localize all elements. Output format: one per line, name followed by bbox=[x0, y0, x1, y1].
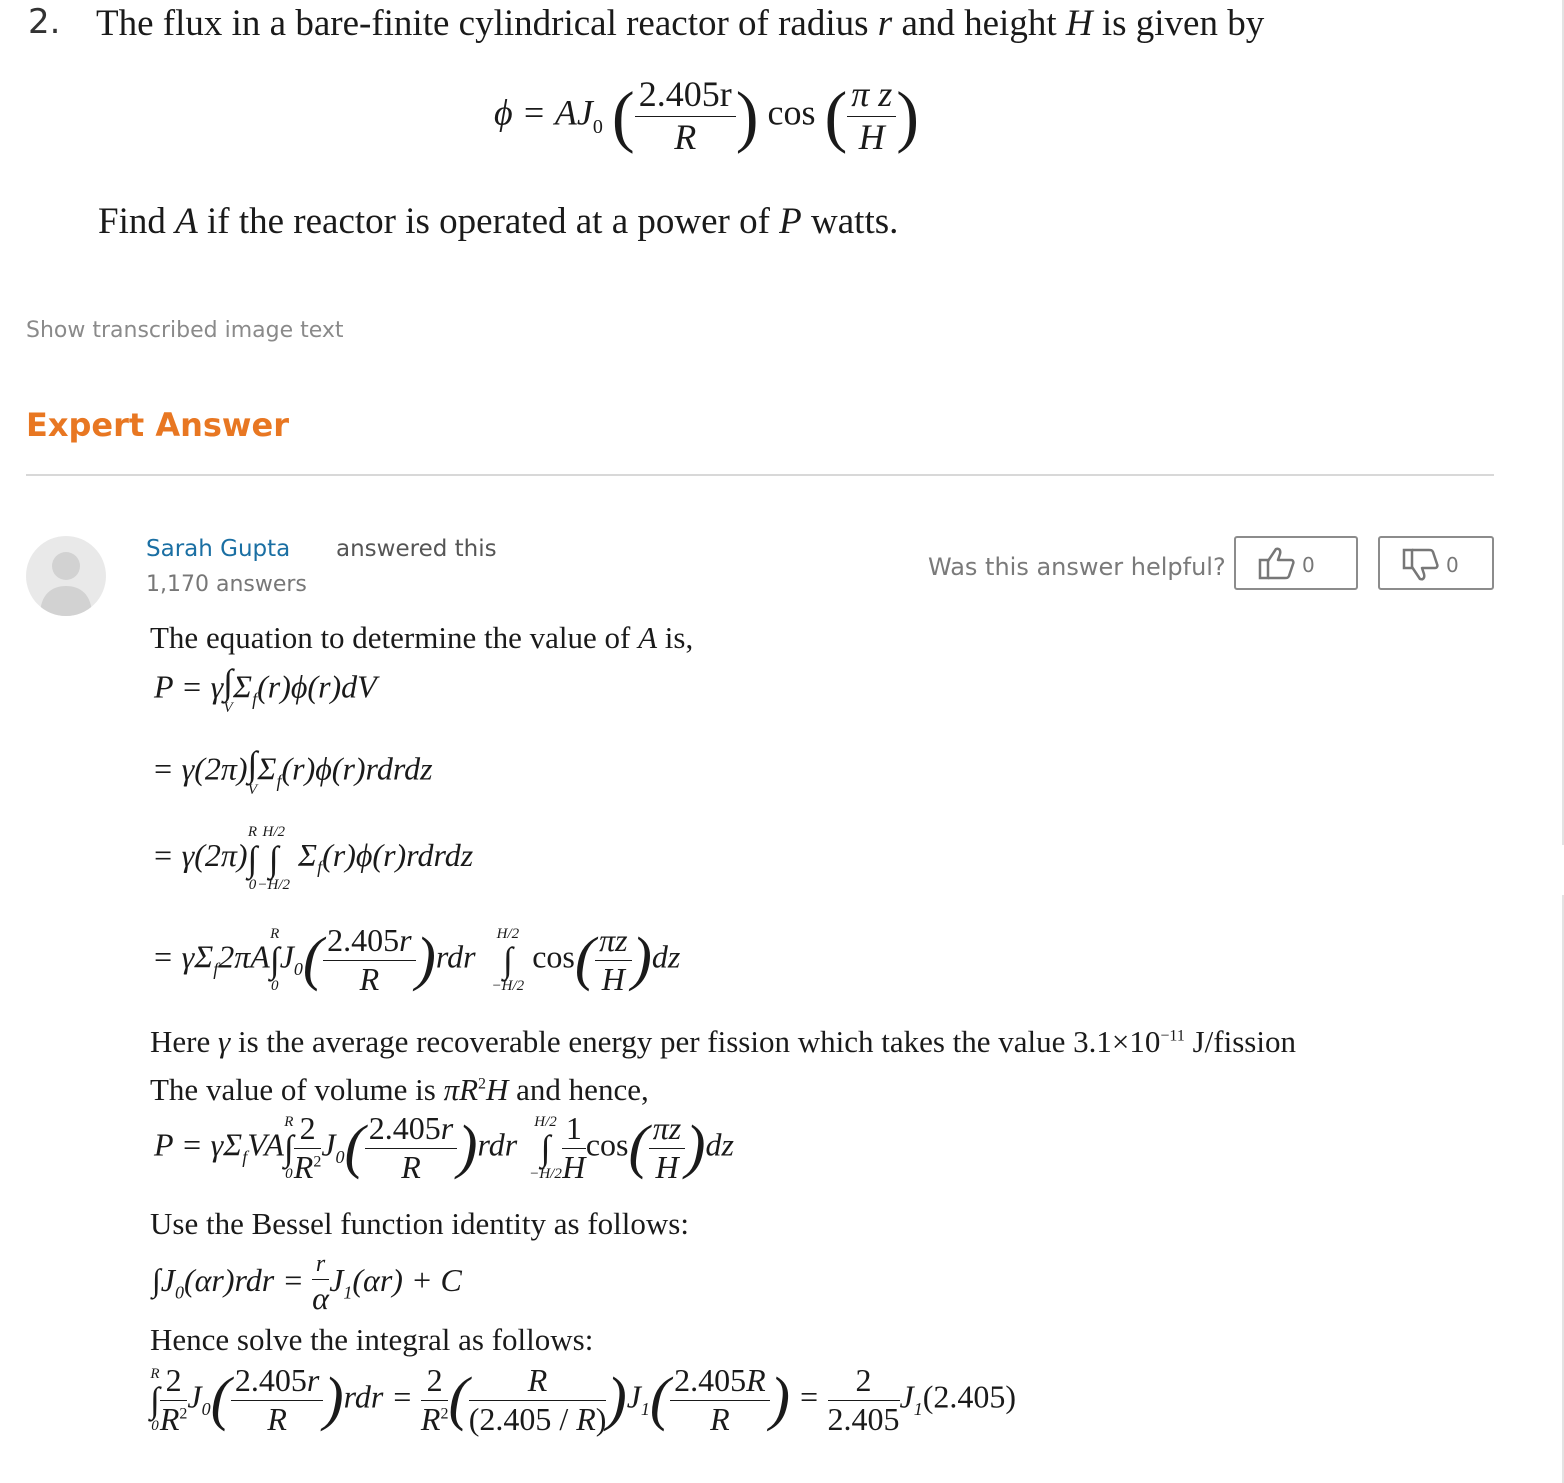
power-integral-eq-4: = $\gamma\Sigma_f2\pi A$ R ∫ 0 $J_0$( $\frac{2.405r}{R}$ )rdr H/2 ∫ −H/2 cos( $\frac{\pi z}{H}$ )dz bbox=[152, 922, 681, 997]
thumbs-up-icon bbox=[1258, 546, 1296, 582]
thumbs-up-button[interactable] bbox=[1234, 536, 1358, 590]
user-silhouette-icon bbox=[26, 536, 106, 616]
power-volume-eq: $P = \gamma\Sigma_fVA$ R ∫ 0 $\frac{2}{R^2}$ $J_0$( $\frac{2.405r}{R}$ )rdr H/2 ∫ −H/2 $\frac{1}{H}$ cos( $\frac{\pi z}{H}$ )dz bbox=[154, 1110, 734, 1185]
thumbs-down-button[interactable] bbox=[1378, 536, 1494, 590]
expert-answer-heading: Expert Answer bbox=[26, 406, 289, 444]
question-intro: The flux in a bare-finite cylindrical reactor of radius r and height H is given by bbox=[96, 3, 1265, 44]
power-integral-eq-2: = γ(2π) ∫ V $\Sigma_f(r)\phi(r)rdrdz$ bbox=[152, 744, 433, 798]
answer-count: 1,170 answers bbox=[146, 572, 307, 597]
flux-equation: $\phi = AJ_0$ ( $\frac{2.405r}{R}$ ) cos ( $\frac{\text{π z}}{H}$ ) bbox=[494, 74, 920, 157]
find-statement: Find A if the reactor is operated at a power of P watts. bbox=[98, 201, 899, 242]
gamma-description: Here γ is the average recoverable energy per fission which takes the value $3.1\times 10^{-11}$ J/fission bbox=[150, 1024, 1296, 1059]
bessel-identity: $\int J_0(\alpha r)rdr$ = $\frac{r}{\alpha}$ $J_1(\alpha r) + C$ bbox=[152, 1251, 462, 1317]
heading-divider bbox=[26, 474, 1494, 476]
thumbs-up-count: 0 bbox=[1302, 553, 1315, 577]
solution-line-1: The equation to determine the value of A is, bbox=[150, 620, 694, 655]
solve-intro: Hence solve the integral as follows: bbox=[150, 1322, 594, 1357]
question-number: 2. bbox=[28, 2, 61, 42]
avatar[interactable] bbox=[26, 536, 106, 616]
volume-statement: The value of volume is $\pi R^2H$ and hence, bbox=[150, 1072, 649, 1107]
final-integral-eq: R ∫ 0 $\frac{2}{R^2}$ $J_0$( $\frac{2.405r}{R}$ )rdr = $\frac{2}{R^2}$ ( $\frac{R}{(2.405 / R)}$ )$J_1$( $\frac{2.405R}{R}$ ) = $\frac{2}{2.405}$ $J_1(2.405)$ bbox=[150, 1362, 1017, 1437]
answerer-name-link[interactable]: Sarah Gupta bbox=[146, 536, 291, 562]
answered-this-label: answered this bbox=[336, 536, 497, 562]
thumbs-down-count: 0 bbox=[1446, 553, 1459, 577]
power-integral-eq-3: = γ(2π) R ∫ 0 H/2 ∫ −H/2 $\Sigma_f(r)\phi(r)rdrdz$ bbox=[152, 824, 474, 893]
bessel-intro: Use the Bessel function identity as follows: bbox=[150, 1206, 689, 1241]
power-integral-eq: P = γ ∫ V $\Sigma_f(r)\phi(r)dV$ bbox=[154, 662, 377, 716]
helpful-prompt: Was this answer helpful? bbox=[928, 553, 1226, 581]
show-transcribed-link[interactable]: Show transcribed image text bbox=[26, 318, 344, 343]
thumbs-down-icon bbox=[1402, 546, 1440, 582]
